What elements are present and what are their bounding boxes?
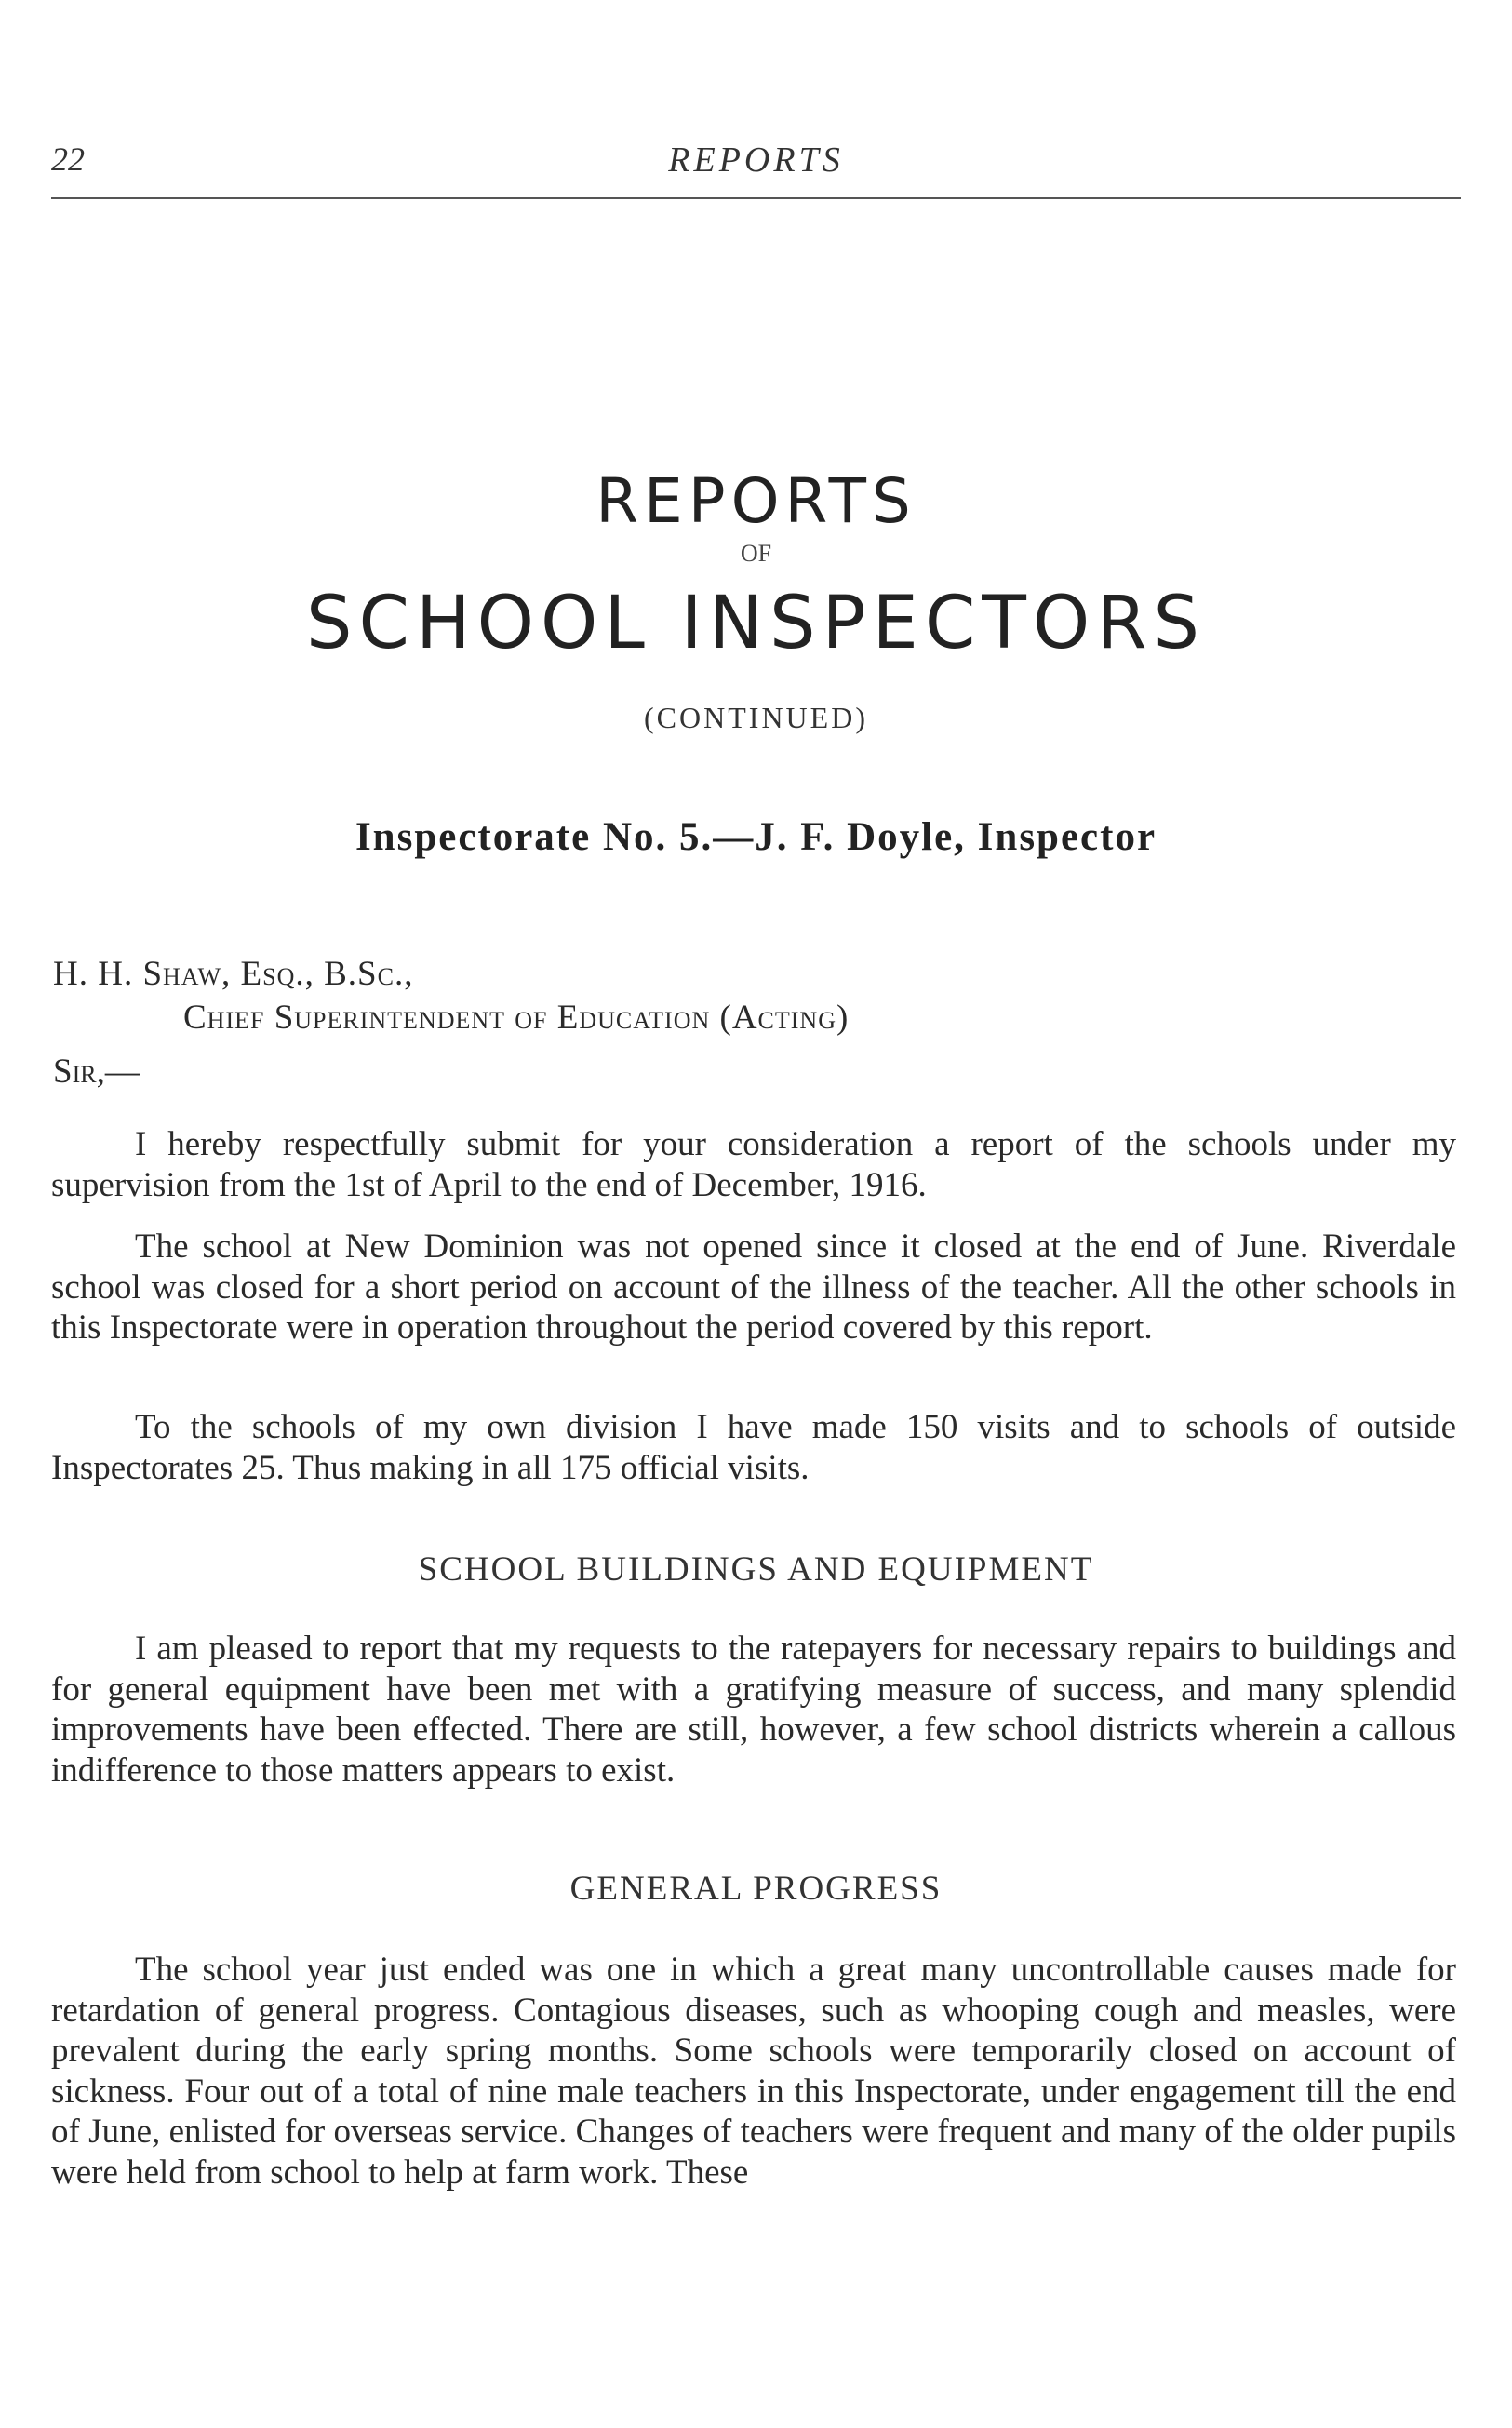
header-rule [51,197,1461,199]
addressee-title: Chief Superintendent of Education (Acting) [183,999,850,1037]
running-title: REPORTS [668,141,844,180]
title-continued: (CONTINUED) [644,701,868,734]
paragraph-schools-status: The school at New Dominion was not opened since it closed at the end of June. Riverdale school was closed for a short period on account of the illness of the teacher. All the other schools in this Inspectorate were in operation throughout the period covered by this report. [51,1227,1456,1347]
addressee-name: H. H. Shaw, Esq., B.Sc., [53,955,414,993]
subheading-progress: GENERAL PROGRESS [569,1870,943,1908]
page-number: 22 [51,141,85,178]
paragraph-intro: I hereby respectfully submit for your consideration a report of the schools under my supervision from the 1st of April to the end of December, 1916. [51,1125,1456,1204]
title-reports: REPORTS [595,465,917,537]
title-school-inspectors: SCHOOL INSPECTORS [305,582,1207,665]
salutation: Sir,— [53,1053,140,1091]
subheading-buildings: SCHOOL BUILDINGS AND EQUIPMENT [418,1550,1094,1589]
paragraph-visits: To the schools of my own division I have made 150 visits and to schools of outside Inspectorates 25. Thus making in all 175 official visits. [51,1408,1456,1487]
paragraph-buildings: I am pleased to report that my requests to the ratepayers for necessary repairs to buildings and for general equipment have been met with a gratifying measure of success, and many splendid improvements have been effected. There are still, however, a few school districts wherein a callous indifference to those matters appears to exist. [51,1630,1456,1790]
title-of: OF [740,540,772,567]
paragraph-progress: The school year just ended was one in which a great many uncontrollable causes made for retardation of general progress. Contagious diseases, such as whooping cough and measles, were prevalent during the early spring months. Some schools were temporarily closed on account of sickness. Four out of a total of nine male teachers in this Inspectorate, under engagement till the end of June, enlisted for overseas service. Changes of teachers were frequent and many of the older pupils were held from school to help at farm work. These [51,1951,1456,2192]
running-head [51,140,1461,195]
inspectorate-heading: Inspectorate No. 5.—J. F. Doyle, Inspector [355,815,1157,859]
